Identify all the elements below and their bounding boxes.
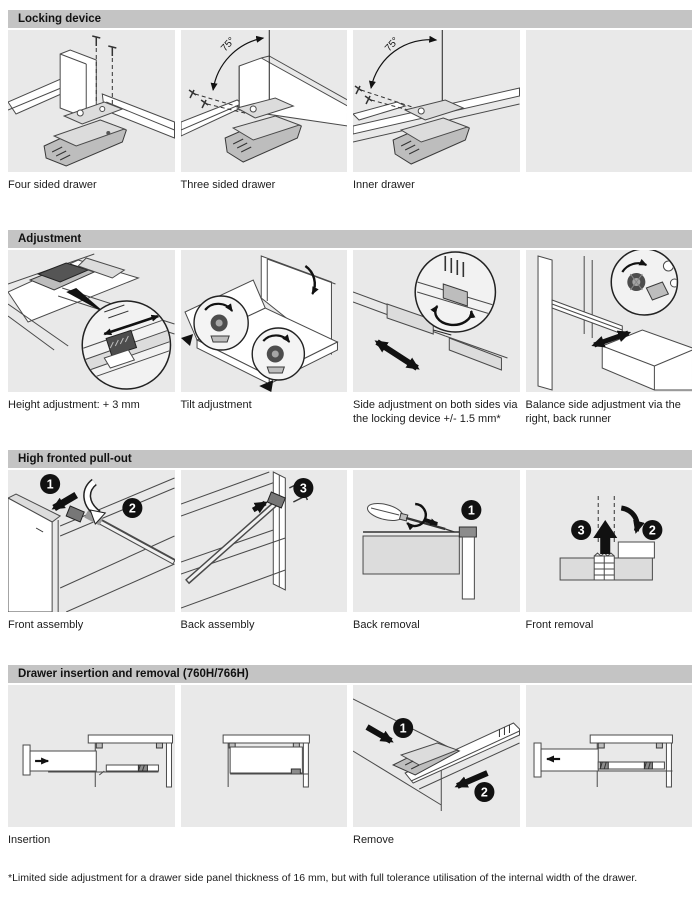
panel-row bbox=[8, 470, 692, 612]
section-high-fronted-pull-out bbox=[8, 450, 692, 632]
caption-row bbox=[8, 178, 692, 192]
screwdriver-icon bbox=[366, 500, 455, 532]
panel-caption: Tilt adjustment bbox=[180, 399, 252, 411]
svg-text:3: 3 bbox=[299, 481, 307, 496]
height-adjustment-illustration bbox=[8, 250, 175, 392]
panel-caption: Front assembly bbox=[8, 619, 84, 631]
angle-arc bbox=[371, 40, 436, 88]
step-1-badge bbox=[40, 474, 60, 494]
back-removal-illustration bbox=[353, 470, 520, 612]
panel-front-assembly bbox=[8, 470, 175, 612]
panel-side-adjustment bbox=[353, 250, 520, 392]
three-sided-drawer-illustration bbox=[181, 30, 348, 172]
panel-caption: Three sided drawer bbox=[180, 179, 276, 191]
panel-caption: Back removal bbox=[353, 619, 420, 631]
svg-text:3: 3 bbox=[577, 523, 585, 538]
inner-drawer-illustration bbox=[353, 30, 520, 172]
footnote: *Limited side adjustment for a drawer side panel thickness of 16 mm, but with full tolerance utilisation of the internal width of the drawer. bbox=[8, 872, 638, 884]
panel-height-adjustment bbox=[8, 250, 175, 392]
panel-row bbox=[8, 30, 692, 172]
panel-caption: Inner drawer bbox=[353, 179, 415, 191]
lift-up-arrow bbox=[593, 520, 617, 554]
step-3-badge bbox=[293, 478, 313, 498]
step-3-badge bbox=[571, 520, 591, 540]
front-assembly-illustration bbox=[8, 470, 175, 612]
section-header: Drawer insertion and removal (760H/766H) bbox=[8, 665, 692, 683]
panel-caption bbox=[526, 833, 693, 847]
panel-row bbox=[8, 685, 692, 827]
panel-front-removal bbox=[526, 470, 693, 612]
press-arrow bbox=[367, 727, 391, 741]
panel-caption: Front removal bbox=[525, 619, 594, 631]
screw-icon bbox=[189, 90, 196, 98]
panel-back-assembly bbox=[181, 470, 348, 612]
panel-remove bbox=[353, 685, 520, 827]
insertion-illustration bbox=[8, 685, 175, 827]
panel-inner-drawer bbox=[353, 30, 520, 172]
panel-removed bbox=[526, 685, 693, 827]
section-drawer-insertion-removal bbox=[8, 665, 692, 847]
step-2-badge bbox=[474, 782, 494, 802]
tilt-adjustment-illustration bbox=[181, 250, 348, 392]
svg-text:1: 1 bbox=[399, 721, 407, 736]
angle-label: 75° bbox=[383, 35, 402, 55]
panel-inserted bbox=[181, 685, 348, 827]
panel-caption: Remove bbox=[353, 834, 394, 846]
panel-caption: Four sided drawer bbox=[8, 179, 97, 191]
screw-icon bbox=[108, 46, 116, 56]
remove-illustration bbox=[353, 685, 520, 827]
step-1-badge bbox=[461, 500, 481, 520]
screw-icon bbox=[92, 36, 100, 46]
panel-four-sided-drawer bbox=[8, 30, 175, 172]
front-removal-illustration bbox=[526, 470, 693, 612]
panel-caption: Side adjustment on both sides via the locking device +/- 1.5 mm* bbox=[353, 399, 518, 425]
rotate-arrow bbox=[407, 504, 426, 526]
panel-back-removal bbox=[353, 470, 520, 612]
section-locking-device bbox=[8, 10, 692, 192]
screw-icon bbox=[355, 86, 362, 94]
panel-caption bbox=[181, 833, 348, 847]
corner-arrow bbox=[181, 334, 193, 346]
tilt-down-arrow bbox=[621, 508, 637, 531]
panel-balance-side-adjustment bbox=[526, 250, 693, 392]
step-2-badge bbox=[642, 520, 662, 540]
angle-label: 75° bbox=[218, 35, 238, 55]
panel-caption: Balance side adjustment via the right, back runner bbox=[525, 399, 681, 425]
side-adjustment-illustration bbox=[353, 250, 520, 392]
panel-caption: Insertion bbox=[8, 834, 51, 846]
panel-tilt-adjustment bbox=[181, 250, 348, 392]
step-1-badge bbox=[393, 718, 413, 738]
balance-side-adjustment-illustration bbox=[526, 250, 693, 392]
svg-text:1: 1 bbox=[467, 503, 475, 518]
panel-three-sided-drawer bbox=[181, 30, 348, 172]
panel-row bbox=[8, 250, 692, 392]
svg-text:1: 1 bbox=[46, 477, 54, 492]
attach-arrow bbox=[253, 503, 265, 510]
panel-caption: Height adjustment: + 3 mm bbox=[8, 399, 140, 411]
caption-row bbox=[8, 833, 692, 847]
section-header: Locking device bbox=[8, 10, 692, 28]
push-arrow bbox=[54, 495, 76, 508]
panel-caption: Back assembly bbox=[180, 619, 255, 631]
locking-device-cross-section bbox=[594, 553, 614, 580]
screw-icon bbox=[365, 96, 372, 104]
empty-panel bbox=[526, 30, 693, 172]
caption-row bbox=[8, 618, 692, 632]
screw-icon bbox=[201, 100, 208, 108]
panel-insertion bbox=[8, 685, 175, 827]
removed-illustration bbox=[526, 685, 693, 827]
step-2-badge bbox=[122, 498, 142, 518]
section-adjustment bbox=[8, 230, 692, 426]
section-header: High fronted pull-out bbox=[8, 450, 692, 468]
svg-text:2: 2 bbox=[128, 501, 136, 516]
back-assembly-illustration bbox=[181, 470, 348, 612]
panel-caption bbox=[526, 178, 693, 192]
side-adjust-arrow bbox=[377, 342, 417, 368]
svg-text:2: 2 bbox=[648, 523, 656, 538]
svg-text:2: 2 bbox=[480, 785, 488, 800]
caption-row bbox=[8, 398, 692, 426]
section-header: Adjustment bbox=[8, 230, 692, 248]
inserted-illustration bbox=[181, 685, 348, 827]
panel-empty bbox=[526, 30, 693, 172]
four-sided-drawer-illustration bbox=[8, 30, 175, 172]
